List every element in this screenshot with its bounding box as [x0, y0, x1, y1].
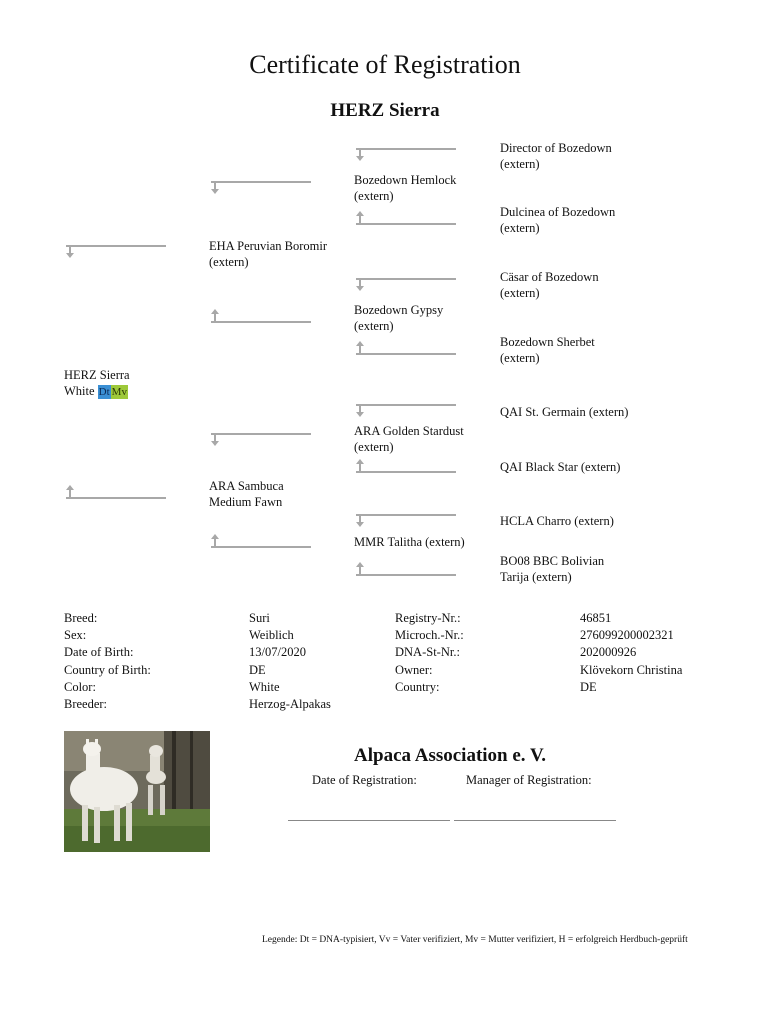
pedigree-dam: ARA Sambuca Medium Fawn — [209, 479, 284, 509]
pedigree-dam-dam: MMR Talitha (extern) — [354, 535, 465, 549]
pedigree-gg6: QAI Black Star (extern) — [500, 460, 621, 474]
connector-gg2 — [356, 215, 456, 223]
pedigree-gg2: Dulcinea of Bozedown (extern) — [500, 205, 616, 235]
badge-dt: Dt — [98, 386, 110, 399]
badge-mv: Mv — [111, 386, 127, 399]
manager-signature-line — [454, 820, 616, 821]
connector-gg8 — [356, 566, 456, 574]
details-right-values: 46851 276099200002321 202000926 Klövekorn Christina DE — [580, 611, 683, 694]
details-right-labels: Registry-Nr.: Microch.-Nr.: DNA-St-Nr.: Owner: Country: — [395, 611, 464, 694]
connector-dam — [66, 489, 166, 497]
connector-dam-sire — [211, 433, 311, 441]
connector-dam-dam — [211, 538, 311, 546]
pedigree-gg7: HCLA Charro (extern) — [500, 514, 614, 528]
legend-text: Legende: Dt = DNA-typisiert, Vv = Vater verifiziert, Mv = Mutter verifiziert, H = erfolgreich Herdbuch-geprüft — [262, 935, 688, 945]
connector-sire-sire — [211, 181, 311, 189]
subject-color: White — [64, 384, 95, 398]
connector-gg3 — [356, 278, 456, 286]
pedigree-gg3: Cäsar of Bozedown (extern) — [500, 270, 599, 300]
animal-name-heading: HERZ Sierra — [330, 100, 440, 121]
pedigree-subject — [64, 367, 130, 399]
connector-sire-dam — [211, 313, 311, 321]
pedigree-gg1: Director of Bozedown (extern) — [500, 141, 612, 171]
connector-gg4 — [356, 345, 456, 353]
connector-gg6 — [356, 463, 456, 471]
pedigree-gg5: QAI St. Germain (extern) — [500, 405, 629, 419]
connector-gg7 — [356, 514, 456, 522]
details-left-labels: Breed: Sex: Date of Birth: Country of Birth: Color: Breeder: — [64, 611, 151, 712]
association-name: Alpaca Association e. V. — [354, 745, 546, 766]
pedigree-gg4: Bozedown Sherbet (extern) — [500, 335, 595, 365]
connector-sire — [66, 245, 166, 253]
pedigree-dam-sire: ARA Golden Stardust (extern) — [354, 424, 464, 454]
connector-gg5 — [356, 404, 456, 412]
date-signature-line — [288, 820, 450, 821]
pedigree-gg8: BO08 BBC Bolivian Tarija (extern) — [500, 554, 605, 584]
pedigree-sire: EHA Peruvian Boromir (extern) — [209, 239, 328, 269]
connector-gg1 — [356, 148, 456, 156]
certificate-title: Certificate of Registration — [249, 50, 521, 79]
manager-of-registration-label: Manager of Registration: — [466, 773, 592, 787]
alpaca-photo — [64, 731, 210, 852]
pedigree-sire-dam: Bozedown Gypsy (extern) — [354, 303, 444, 333]
pedigree-sire-sire: Bozedown Hemlock (extern) — [354, 173, 457, 203]
date-of-registration-label: Date of Registration: — [312, 773, 417, 787]
subject-name: HERZ Sierra — [64, 368, 130, 382]
details-left-values: Suri Weiblich 13/07/2020 DE White Herzog-Alpakas — [249, 611, 331, 712]
